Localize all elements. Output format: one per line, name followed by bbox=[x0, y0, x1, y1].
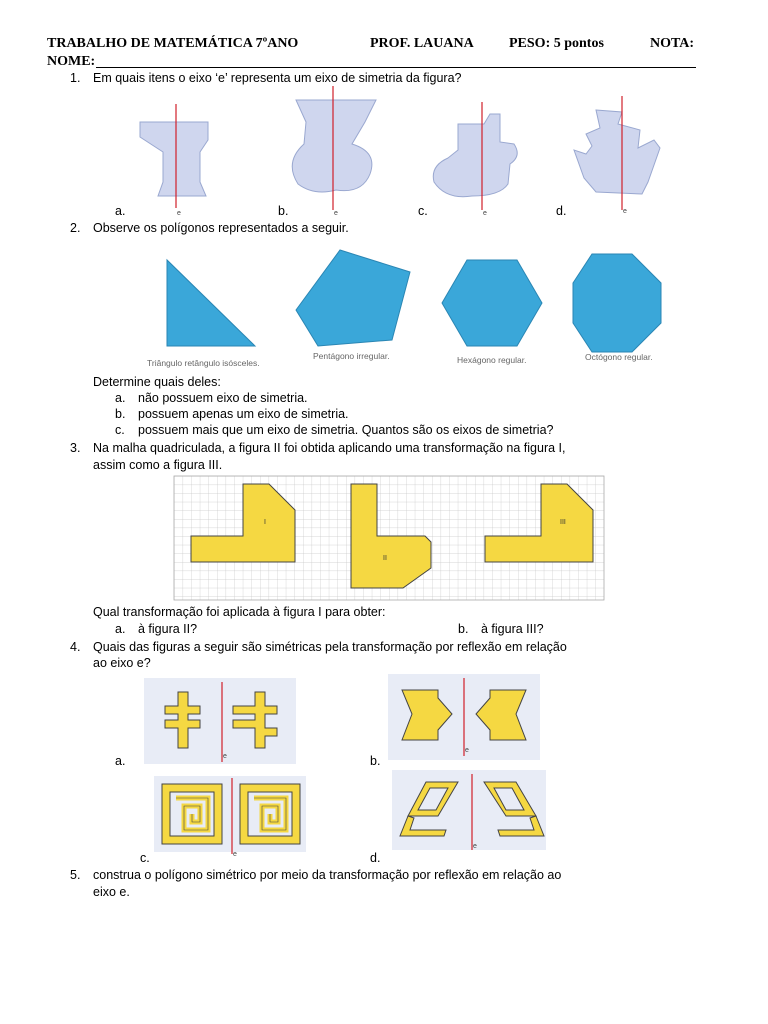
q2-item-a-label: a. bbox=[115, 391, 126, 405]
regular-hexagon bbox=[442, 260, 542, 346]
svg-text:e: e bbox=[483, 210, 487, 217]
right-isosceles-triangle bbox=[167, 260, 255, 346]
q2-item-c-text: possuem mais que um eixo de simetria. Quantos são os eixos de simetria? bbox=[138, 423, 554, 437]
q4-figure-d bbox=[392, 770, 546, 850]
q3-b-label: b. bbox=[458, 622, 469, 636]
weight-label: PESO: 5 pontos bbox=[509, 36, 604, 51]
q4-line1: Quais das figuras a seguir são simétricas pela transformação por reflexão em relação bbox=[93, 640, 567, 654]
q1-text: Em quais itens o eixo ‘e’ representa um eixo de simetria da figura? bbox=[93, 71, 462, 85]
q3-grid-figure bbox=[174, 476, 606, 602]
q2-item-a-text: não possuem eixo de simetria. bbox=[138, 391, 308, 405]
q2-item-b-label: b. bbox=[115, 407, 126, 421]
svg-text:I: I bbox=[264, 519, 266, 526]
q1-option-b[interactable]: b. bbox=[278, 204, 289, 218]
q4-option-c[interactable]: c. bbox=[140, 851, 150, 865]
q1-figure-b bbox=[292, 86, 376, 217]
q4-number: 4. bbox=[70, 640, 81, 654]
svg-text:III: III bbox=[560, 519, 566, 526]
q4-figures bbox=[0, 670, 768, 870]
q3-line2: assim como a figura III. bbox=[93, 458, 223, 472]
q1-option-a[interactable]: a. bbox=[115, 204, 126, 218]
q1-option-c[interactable]: c. bbox=[418, 204, 428, 218]
q4-figure-a bbox=[144, 678, 296, 764]
q2-number: 2. bbox=[70, 221, 81, 235]
q2-polygons bbox=[0, 242, 768, 372]
q3-b-text: à figura III? bbox=[481, 622, 544, 636]
svg-text:e: e bbox=[623, 208, 627, 215]
svg-text:e: e bbox=[177, 210, 181, 217]
worksheet-title: TRABALHO DE MATEMÁTICA 7ºANO bbox=[47, 36, 299, 51]
q4-option-d[interactable]: d. bbox=[370, 851, 381, 865]
q3-a-text: à figura II? bbox=[138, 622, 198, 636]
q4-option-b[interactable]: b. bbox=[370, 754, 381, 768]
caption-triangle: Triângulo retângulo isósceles. bbox=[147, 358, 260, 368]
q1-option-d[interactable]: d. bbox=[556, 204, 567, 218]
q2-item-b-text: possuem apenas um eixo de simetria. bbox=[138, 407, 349, 421]
svg-text:II: II bbox=[383, 555, 387, 562]
grade-label: NOTA: bbox=[650, 36, 695, 51]
caption-hexagon: Hexágono regular. bbox=[457, 355, 527, 365]
irregular-pentagon bbox=[296, 250, 410, 346]
q1-number: 1. bbox=[70, 71, 81, 85]
name-label: NOME: bbox=[47, 54, 96, 69]
caption-octagon: Octógono regular. bbox=[585, 352, 653, 362]
q4-option-a[interactable]: a. bbox=[115, 754, 126, 768]
q2-text: Observe os polígonos representados a seguir. bbox=[93, 221, 349, 235]
teacher-name: PROF. LAUANA bbox=[370, 36, 474, 51]
regular-octagon bbox=[573, 254, 661, 352]
svg-text:e: e bbox=[223, 753, 227, 760]
q3-line1: Na malha quadriculada, a figura II foi obtida aplicando uma transformação na figura I, bbox=[93, 441, 566, 455]
q1-figure-d bbox=[574, 96, 660, 215]
q5-line2: eixo e. bbox=[93, 885, 130, 899]
svg-text:e: e bbox=[233, 851, 237, 858]
q2-prompt: Determine quais deles: bbox=[93, 375, 221, 389]
name-line[interactable] bbox=[96, 67, 696, 68]
q4-line2: ao eixo e? bbox=[93, 656, 151, 670]
q1-figures bbox=[0, 82, 768, 222]
svg-text:e: e bbox=[473, 843, 477, 850]
q5-line1: construa o polígono simétrico por meio da transformação por reflexão em relação ao bbox=[93, 868, 562, 882]
q4-figure-b bbox=[388, 674, 540, 760]
q3-number: 3. bbox=[70, 441, 81, 455]
q4-figure-c bbox=[154, 776, 306, 858]
q1-figure-c bbox=[433, 102, 517, 217]
q2-item-c-label: c. bbox=[115, 423, 125, 437]
q5-number: 5. bbox=[70, 868, 81, 882]
svg-text:e: e bbox=[334, 210, 338, 217]
q3-question: Qual transformação foi aplicada à figura I para obter: bbox=[93, 605, 386, 619]
svg-text:e: e bbox=[465, 747, 469, 754]
q1-figure-a bbox=[140, 104, 208, 217]
q3-a-label: a. bbox=[115, 622, 126, 636]
caption-pentagon: Pentágono irregular. bbox=[313, 351, 390, 361]
